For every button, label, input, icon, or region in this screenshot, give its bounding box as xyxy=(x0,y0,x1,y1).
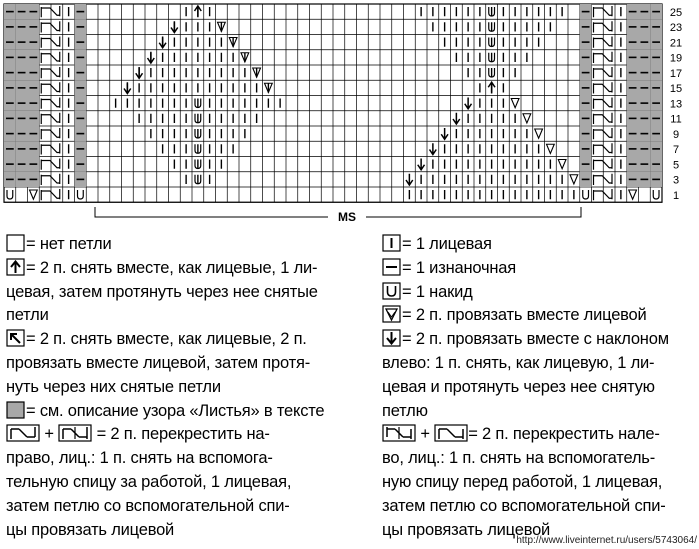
legend-cross-right xyxy=(6,423,376,542)
k2tog-stitch xyxy=(523,114,531,123)
repeat-label: MS xyxy=(338,210,356,224)
arrow-up-icon xyxy=(6,258,26,276)
cable-cross xyxy=(41,98,60,109)
legend-text: петлю xyxy=(382,401,428,420)
cable-cross xyxy=(594,21,613,32)
sk2p-stitch xyxy=(488,82,495,93)
k2tog-stitch xyxy=(511,99,519,108)
k2tog-stitch xyxy=(558,160,566,169)
legend-text: затем петлю со вспомогательной спи- xyxy=(382,496,666,515)
legend-text: = 2 п. снять вместе, как лицевые, 2 п. xyxy=(26,330,307,349)
ssk-stitch xyxy=(148,52,155,63)
legend-text: = см. описание узора «Листья» в тексте xyxy=(26,401,325,420)
legend-cdd xyxy=(6,328,376,399)
ssk-stitch xyxy=(418,159,425,170)
cable-cross xyxy=(41,189,60,200)
cross-right-b-icon xyxy=(58,424,92,442)
legend-right xyxy=(382,233,697,542)
legend-text: тельную спицу за работой, 1 лицевая, xyxy=(6,472,292,491)
row-number: 19 xyxy=(669,52,683,65)
legend-text: провязать вместе лицевой, затем протя- xyxy=(6,353,310,372)
row-number: 23 xyxy=(669,22,683,34)
legend-text: = 1 изнаночная xyxy=(402,258,516,277)
ssk-stitch xyxy=(406,174,413,185)
ssk-stitch xyxy=(159,37,166,48)
legend-sk2p xyxy=(6,257,376,328)
legend-cross-left xyxy=(382,423,697,542)
arrow-up-left-icon xyxy=(6,329,26,347)
cable-cross xyxy=(594,159,613,170)
legend-text: = 2 п. снять вместе, как лицевые, 1 ли- xyxy=(26,258,318,277)
cable-cross xyxy=(41,82,60,93)
legend-text: нуть через них снятые петли xyxy=(6,377,221,396)
legend-text: = 2 п. перекрестить нале- xyxy=(468,425,660,444)
row-number: 7 xyxy=(672,144,680,156)
legend-text: = 1 лицевая xyxy=(402,235,492,253)
legend-text: цевая и протянуть через нее снятую xyxy=(382,377,655,396)
k2tog-stitch xyxy=(570,175,578,184)
cable-cross xyxy=(41,174,60,185)
ssk-stitch xyxy=(124,82,131,93)
legend-text: влево: 1 п. снять, как лицевую, 1 ли- xyxy=(382,353,655,372)
ssk-stitch xyxy=(171,21,178,32)
k2tog-stitch xyxy=(30,190,38,199)
cable-cross xyxy=(41,113,60,124)
legend-text: ную спицу перед работой, 1 лицевая, xyxy=(382,472,663,491)
chart-grid xyxy=(4,4,662,202)
legend-text: право, лиц.: 1 п. снять на вспомога- xyxy=(6,449,273,468)
legend-leaves xyxy=(6,400,376,424)
ssk-stitch xyxy=(136,67,143,78)
yarn-over xyxy=(7,190,13,199)
cable-cross xyxy=(594,37,613,48)
cable-cross xyxy=(41,67,60,78)
legend-text: = 2 п. провязать вместе лицевой xyxy=(402,306,647,325)
cable-cross xyxy=(594,189,613,200)
cable-cross xyxy=(41,52,60,63)
ssk-stitch xyxy=(441,128,448,139)
arrow-down-icon xyxy=(382,329,402,347)
cable-cross xyxy=(594,98,613,109)
legend-text: = 2 п. перекрестить на- xyxy=(96,425,270,444)
legend-text: = 1 накид xyxy=(402,282,473,301)
yarn-over xyxy=(653,190,659,199)
legend-ssk xyxy=(382,328,697,423)
legend-k2tog xyxy=(382,304,697,328)
cable-cross xyxy=(41,37,60,48)
cable-cross xyxy=(594,82,613,93)
legend-text: цы провязать лицевой xyxy=(382,520,551,539)
legend-text: затем петлю со вспомогательной спи- xyxy=(6,496,290,515)
row-number: 5 xyxy=(672,159,680,172)
knitting-chart xyxy=(0,0,699,230)
cable-cross xyxy=(594,67,613,78)
legend-no-stitch xyxy=(6,233,376,257)
row-number: 9 xyxy=(672,128,680,141)
knit-icon xyxy=(382,234,402,252)
shaded-cell-icon xyxy=(6,401,26,419)
row-number: 11 xyxy=(670,113,682,126)
watermark: http://www.liveinternet.ru/users/5743064/ xyxy=(516,535,697,546)
cable-cross xyxy=(41,6,60,17)
legend-yarn-over xyxy=(382,281,697,305)
legend-text: во, лиц.: 1 п. снять на вспомогатель- xyxy=(382,449,655,468)
row-number: 1 xyxy=(672,189,680,202)
legend-text: цевая, затем протянуть через нее снятые xyxy=(6,282,318,301)
cross-left-b-icon xyxy=(434,424,468,442)
legend-text: петли xyxy=(6,306,49,325)
cable-cross xyxy=(594,128,613,139)
plus-sign: + xyxy=(420,425,430,444)
cable-cross xyxy=(41,143,60,154)
k2tog-stitch xyxy=(629,190,637,199)
row-number: 17 xyxy=(669,67,683,80)
yarn-over xyxy=(583,190,589,199)
legend-text: = нет петли xyxy=(26,235,112,253)
row-number: 21 xyxy=(669,37,683,50)
legend-text: цы провязать лицевой xyxy=(6,520,175,539)
row-numbers xyxy=(670,7,682,202)
cable-cross xyxy=(41,21,60,32)
plus-sign: + xyxy=(44,425,54,444)
cable-cross xyxy=(594,174,613,185)
k2tog-stitch xyxy=(535,129,543,138)
purl-icon xyxy=(382,258,402,276)
ssk-stitch xyxy=(430,143,437,154)
cable-cross xyxy=(594,113,613,124)
row-number: 13 xyxy=(669,98,683,111)
sk2p-stitch xyxy=(195,6,202,17)
yarn-over xyxy=(78,190,84,199)
cable-cross xyxy=(594,143,613,154)
k2tog-stitch xyxy=(547,144,555,153)
cross-left-a-icon xyxy=(382,424,416,442)
ssk-stitch xyxy=(465,98,472,109)
cross-right-a-icon xyxy=(6,424,40,442)
row-number: 3 xyxy=(672,174,680,187)
ssk-stitch xyxy=(453,113,460,124)
cable-cross xyxy=(594,6,613,17)
pattern-repeat-bracket xyxy=(95,207,581,224)
row-number: 25 xyxy=(669,6,683,19)
empty-cell-icon xyxy=(6,234,26,252)
cable-cross xyxy=(41,128,60,139)
cable-cross xyxy=(594,52,613,63)
k2tog-icon xyxy=(382,305,402,323)
legend-knit xyxy=(382,233,697,257)
cable-cross xyxy=(41,159,60,170)
legend-left xyxy=(6,233,376,542)
legend-text: = 2 п. провязать вместе с наклоном xyxy=(402,330,669,349)
row-number: 15 xyxy=(669,83,683,95)
legend-purl xyxy=(382,257,697,281)
yarn-over-icon xyxy=(382,282,402,300)
